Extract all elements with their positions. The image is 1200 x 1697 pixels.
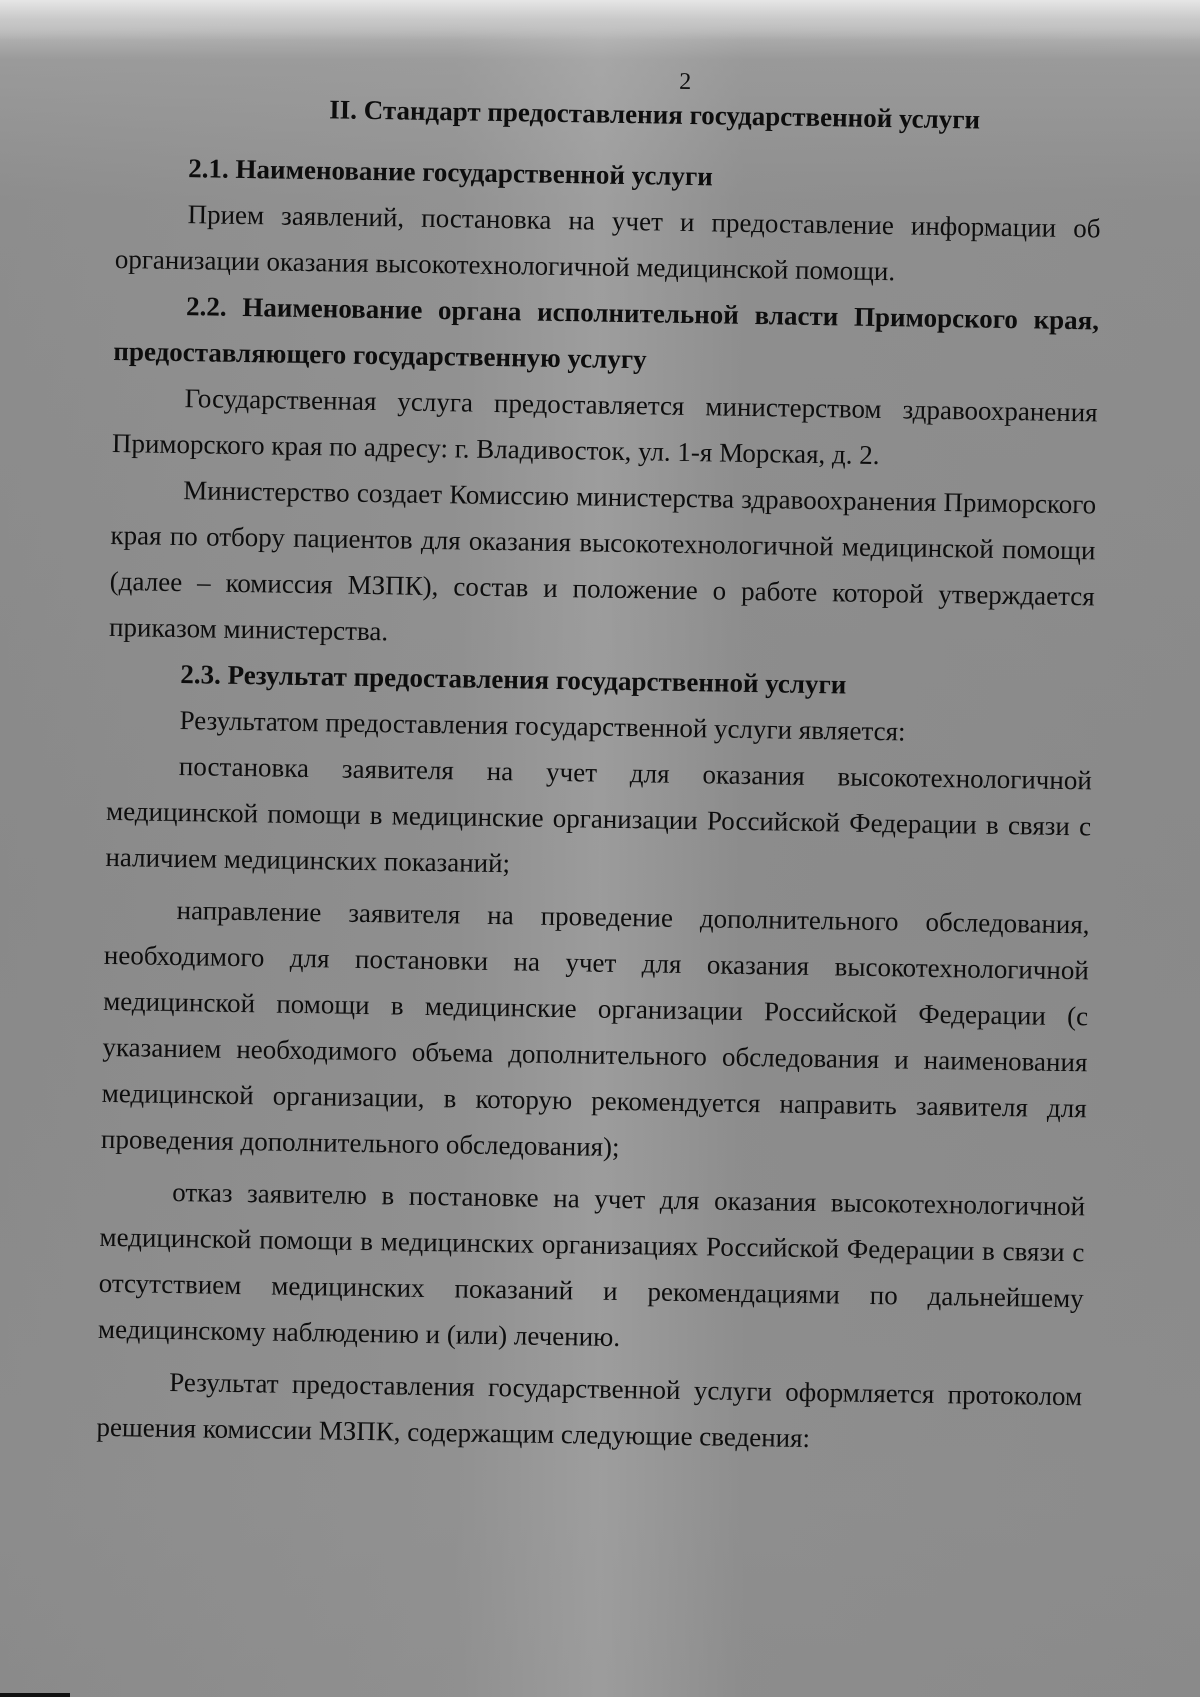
scan-corner-mark [0, 1693, 70, 1697]
heading-2-1: 2.1. Наименование государственной услуги [188, 153, 714, 192]
document-body [96, 60, 1103, 1465]
paragraph-2-2-commission: Министерство создает Комиссию министерства здравоохранения Приморского края по отбору пациентов для оказания высокотехнологичной медицинской помощи (далее – комиссия МЗПК), состав и положение о работе которой утверждается приказом министерства. [108, 475, 1097, 647]
heading-2-2: 2.2. Наименование органа исполнительной власти Приморского края, предоставляющего государственную услугу [113, 291, 1100, 375]
page-number: 2 [679, 68, 692, 96]
result-item-refusal: отказ заявителю в постановке на учет для оказания высокотехнологичной медицинской помощи в медицинских организациях Российской Федерации в связи с отсутствием медицинских показаний и рекомендациями по дальнейшему медицинскому наблюдению и (или) лечению. [97, 1176, 1086, 1353]
paragraph-2-3-intro: Результатом предоставления государственной услуги является: [179, 705, 906, 747]
heading-2-3: 2.3. Результат предоставления государственной услуги [180, 659, 847, 700]
paragraph-2-3-protocol: Результат предоставления государственной услуги оформляется протоколом решения комиссии МЗПК, содержащим следующие сведения: [96, 1366, 1083, 1454]
paragraph-2-1: Прием заявлений, постановка на учет и предоставление информации об организации оказания высокотехнологичной медицинской помощи. [114, 199, 1101, 287]
section-title: II. Стандарт предоставления государственной услуги [329, 94, 981, 135]
scan-top-edge [0, 0, 1200, 40]
paragraph-2-2-address: Государственная услуга предоставляется министерством здравоохранения Приморского края по адресу: г. Владивосток, ул. 1-я Морская, д. 2. [111, 383, 1098, 471]
result-item-registration: постановка заявителя на учет для оказания высокотехнологичной медицинской помощи в медицинские организации Российской Федерации в связи с наличием медицинских показаний; [105, 751, 1093, 879]
result-item-examination: направление заявителя на проведение дополнительного обследования, необходимого для постановки на учет для оказания высокотехнологичной медицинской помощи в медицинские организации Российской Федерации (с указанием необходимого объема дополнительного обследования и наименования медицинской организации, в которую рекомендуется направить заявителя для проведения дополнительного обследования); [100, 895, 1090, 1163]
